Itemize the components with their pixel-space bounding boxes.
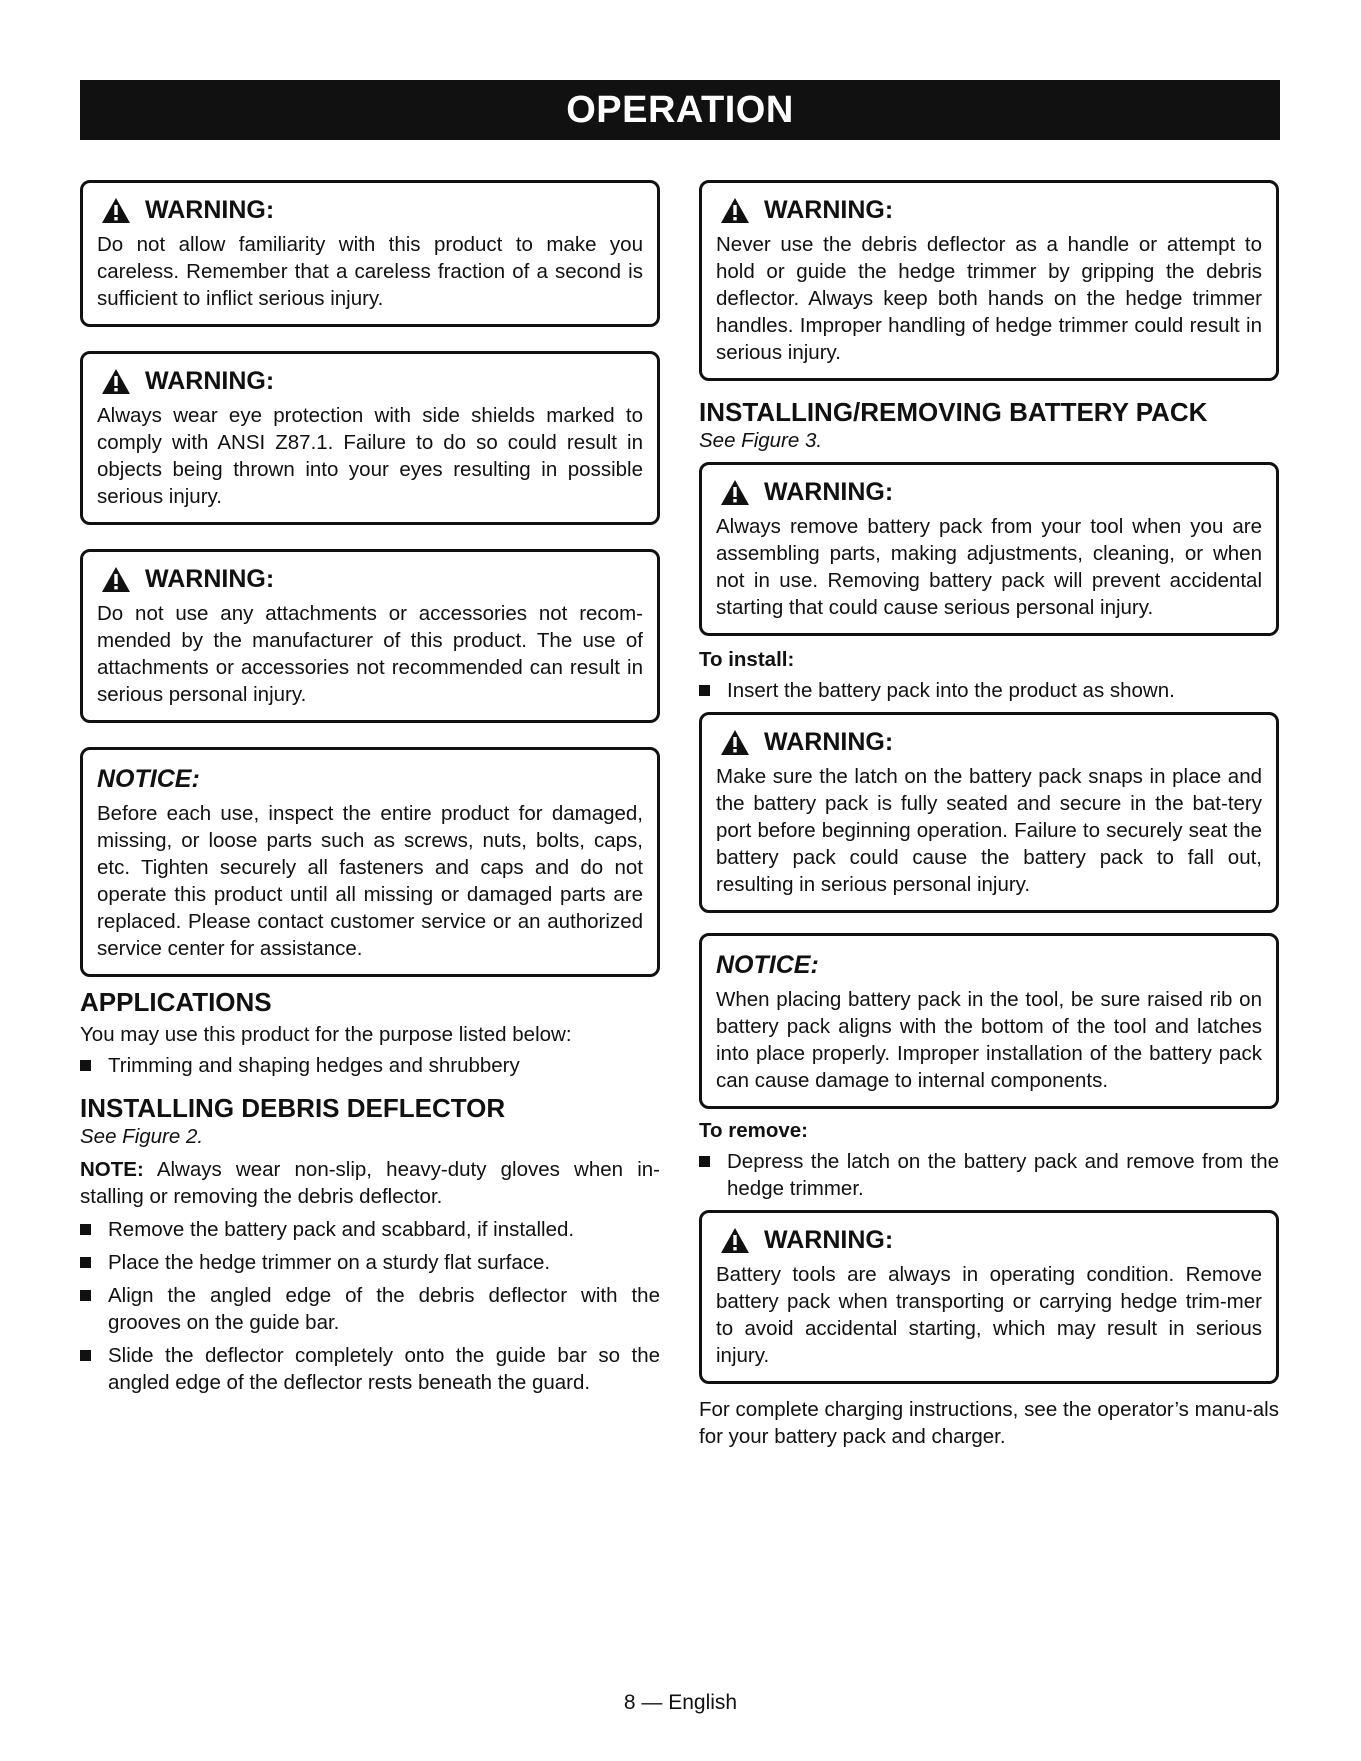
deflector-heading: INSTALLING DEBRIS DEFLECTOR — [80, 1093, 506, 1123]
list-item: Slide the deflector completely onto the guide bar so the angled edge of the deflector rests beneath the guard. — [80, 1342, 660, 1396]
warning-triangle-icon — [101, 566, 131, 593]
applications-heading: APPLICATIONS — [80, 987, 272, 1017]
warning-title: WARNING: — [145, 565, 275, 593]
warning-text: Do not use any attachments or accessories not recom-mended by the manufacturer of this product. The use of attachments or accessories not recommended can result in serious personal injury. — [97, 602, 643, 706]
notice-title: NOTICE: — [716, 951, 819, 979]
note-text: Always wear non-slip, heavy-duty gloves when in-stalling or removing the debris deflector. — [80, 1158, 660, 1208]
list-item: Depress the latch on the battery pack and remove from the hedge trimmer. — [699, 1148, 1279, 1202]
right-column — [699, 180, 1279, 1450]
deflector-figure-ref: See Figure 2. — [80, 1125, 204, 1148]
notice-box-battery-placement — [699, 933, 1279, 1109]
square-bullet-icon — [80, 1224, 91, 1235]
warning-text: Battery tools are always in operating condition. Remove battery pack when transporting or carrying hedge trim-mer to avoid accidental starting, which may result in serious injury. — [716, 1263, 1262, 1367]
list-item: Remove the battery pack and scabbard, if installed. — [80, 1216, 660, 1243]
warning-triangle-icon — [720, 729, 750, 756]
list-item: Align the angled edge of the debris deflector with the grooves on the guide bar. — [80, 1282, 660, 1336]
remove-list — [699, 1148, 1279, 1202]
warning-triangle-icon — [101, 197, 131, 224]
warning-title: WARNING: — [764, 728, 894, 756]
deflector-note — [80, 1156, 660, 1210]
warning-box-familiarity — [80, 180, 660, 327]
install-list — [699, 677, 1279, 704]
warning-text: Do not allow familiarity with this product to make you careless. Remember that a careless fraction of a second is sufficient to inflict serious injury. — [97, 233, 643, 310]
warning-triangle-icon — [720, 1227, 750, 1254]
applications-intro: You may use this product for the purpose listed below: — [80, 1023, 572, 1046]
warning-text: Always wear eye protection with side shields marked to comply with ANSI Z87.1. Failure to do so could result in objects being thrown into your eyes resulting in possible serious injury. — [97, 404, 643, 508]
install-label: To install: — [699, 648, 795, 671]
warning-box-operating-condition — [699, 1210, 1279, 1384]
warning-box-deflector-handle — [699, 180, 1279, 381]
warning-title: WARNING: — [764, 478, 894, 506]
note-label: NOTE: — [80, 1158, 144, 1181]
warning-title: WARNING: — [764, 1226, 894, 1254]
warning-triangle-icon — [720, 479, 750, 506]
square-bullet-icon — [80, 1060, 91, 1071]
warning-heading — [101, 366, 643, 396]
square-bullet-icon — [80, 1257, 91, 1268]
remove-label: To remove: — [699, 1119, 808, 1142]
page-header-banner: OPERATION — [80, 80, 1280, 140]
page-number: 8 — English — [623, 1691, 738, 1714]
warning-title: WARNING: — [145, 367, 275, 395]
list-item: Place the hedge trimmer on a sturdy flat surface. — [80, 1249, 660, 1276]
warning-title: WARNING: — [764, 196, 894, 224]
warning-heading — [720, 195, 1262, 225]
notice-box-inspect — [80, 747, 660, 977]
warning-box-eye-protection — [80, 351, 660, 525]
battery-heading: INSTALLING/REMOVING BATTERY PACK — [699, 397, 1208, 427]
left-column — [80, 180, 660, 1402]
warning-text: Make sure the latch on the battery pack snaps in place and the battery pack is fully seated and secure in the bat-tery port before beginning operation. Failure to securely seat the battery pack could cause the battery pack to fall out, resulting in serious personal injury. — [716, 765, 1262, 896]
warning-text: Always remove battery pack from your tool when you are assembling parts, making adjustments, cleaning, or when not in use. Removing battery pack will prevent accidental starting that could cause serious personal injury. — [716, 515, 1262, 619]
warning-heading — [101, 195, 643, 225]
notice-text: When placing battery pack in the tool, be sure raised rib on battery pack aligns with the bottom of the tool and latches into place properly. Improper installation of the battery pack can cause damage to internal components. — [716, 988, 1262, 1092]
applications-list — [80, 1052, 660, 1079]
warning-triangle-icon — [101, 368, 131, 395]
battery-figure-ref: See Figure 3. — [699, 429, 823, 452]
list-item: Insert the battery pack into the product as shown. — [699, 677, 1279, 704]
warning-text: Never use the debris deflector as a handle or attempt to hold or guide the hedge trimmer by gripping the debris deflector. Always keep both hands on the hedge trimmer handles. Improper handling of hedge trimmer could result in serious injury. — [716, 233, 1262, 364]
square-bullet-icon — [699, 1156, 710, 1167]
deflector-steps — [80, 1216, 660, 1396]
warning-heading — [101, 564, 643, 594]
notice-text: Before each use, inspect the entire product for damaged, missing, or loose parts such as screws, nuts, bolts, caps, etc. Tighten securely all fasteners and caps and do not operate this product until all missing or damaged parts are replaced. Please contact customer service or an authorized service center for assistance. — [97, 802, 643, 960]
warning-triangle-icon — [720, 197, 750, 224]
warning-heading — [720, 1225, 1262, 1255]
notice-title: NOTICE: — [97, 765, 200, 793]
warning-heading — [720, 727, 1262, 757]
warning-heading — [720, 477, 1262, 507]
warning-box-latch — [699, 712, 1279, 913]
warning-title: WARNING: — [145, 196, 275, 224]
square-bullet-icon — [699, 685, 710, 696]
square-bullet-icon — [80, 1350, 91, 1361]
warning-box-attachments — [80, 549, 660, 723]
warning-box-remove-battery — [699, 462, 1279, 636]
square-bullet-icon — [80, 1290, 91, 1301]
list-item: Trimming and shaping hedges and shrubbery — [80, 1052, 660, 1079]
charging-instructions-note: For complete charging instructions, see the operator’s manu-als for your battery pack and charger. — [699, 1398, 1279, 1448]
